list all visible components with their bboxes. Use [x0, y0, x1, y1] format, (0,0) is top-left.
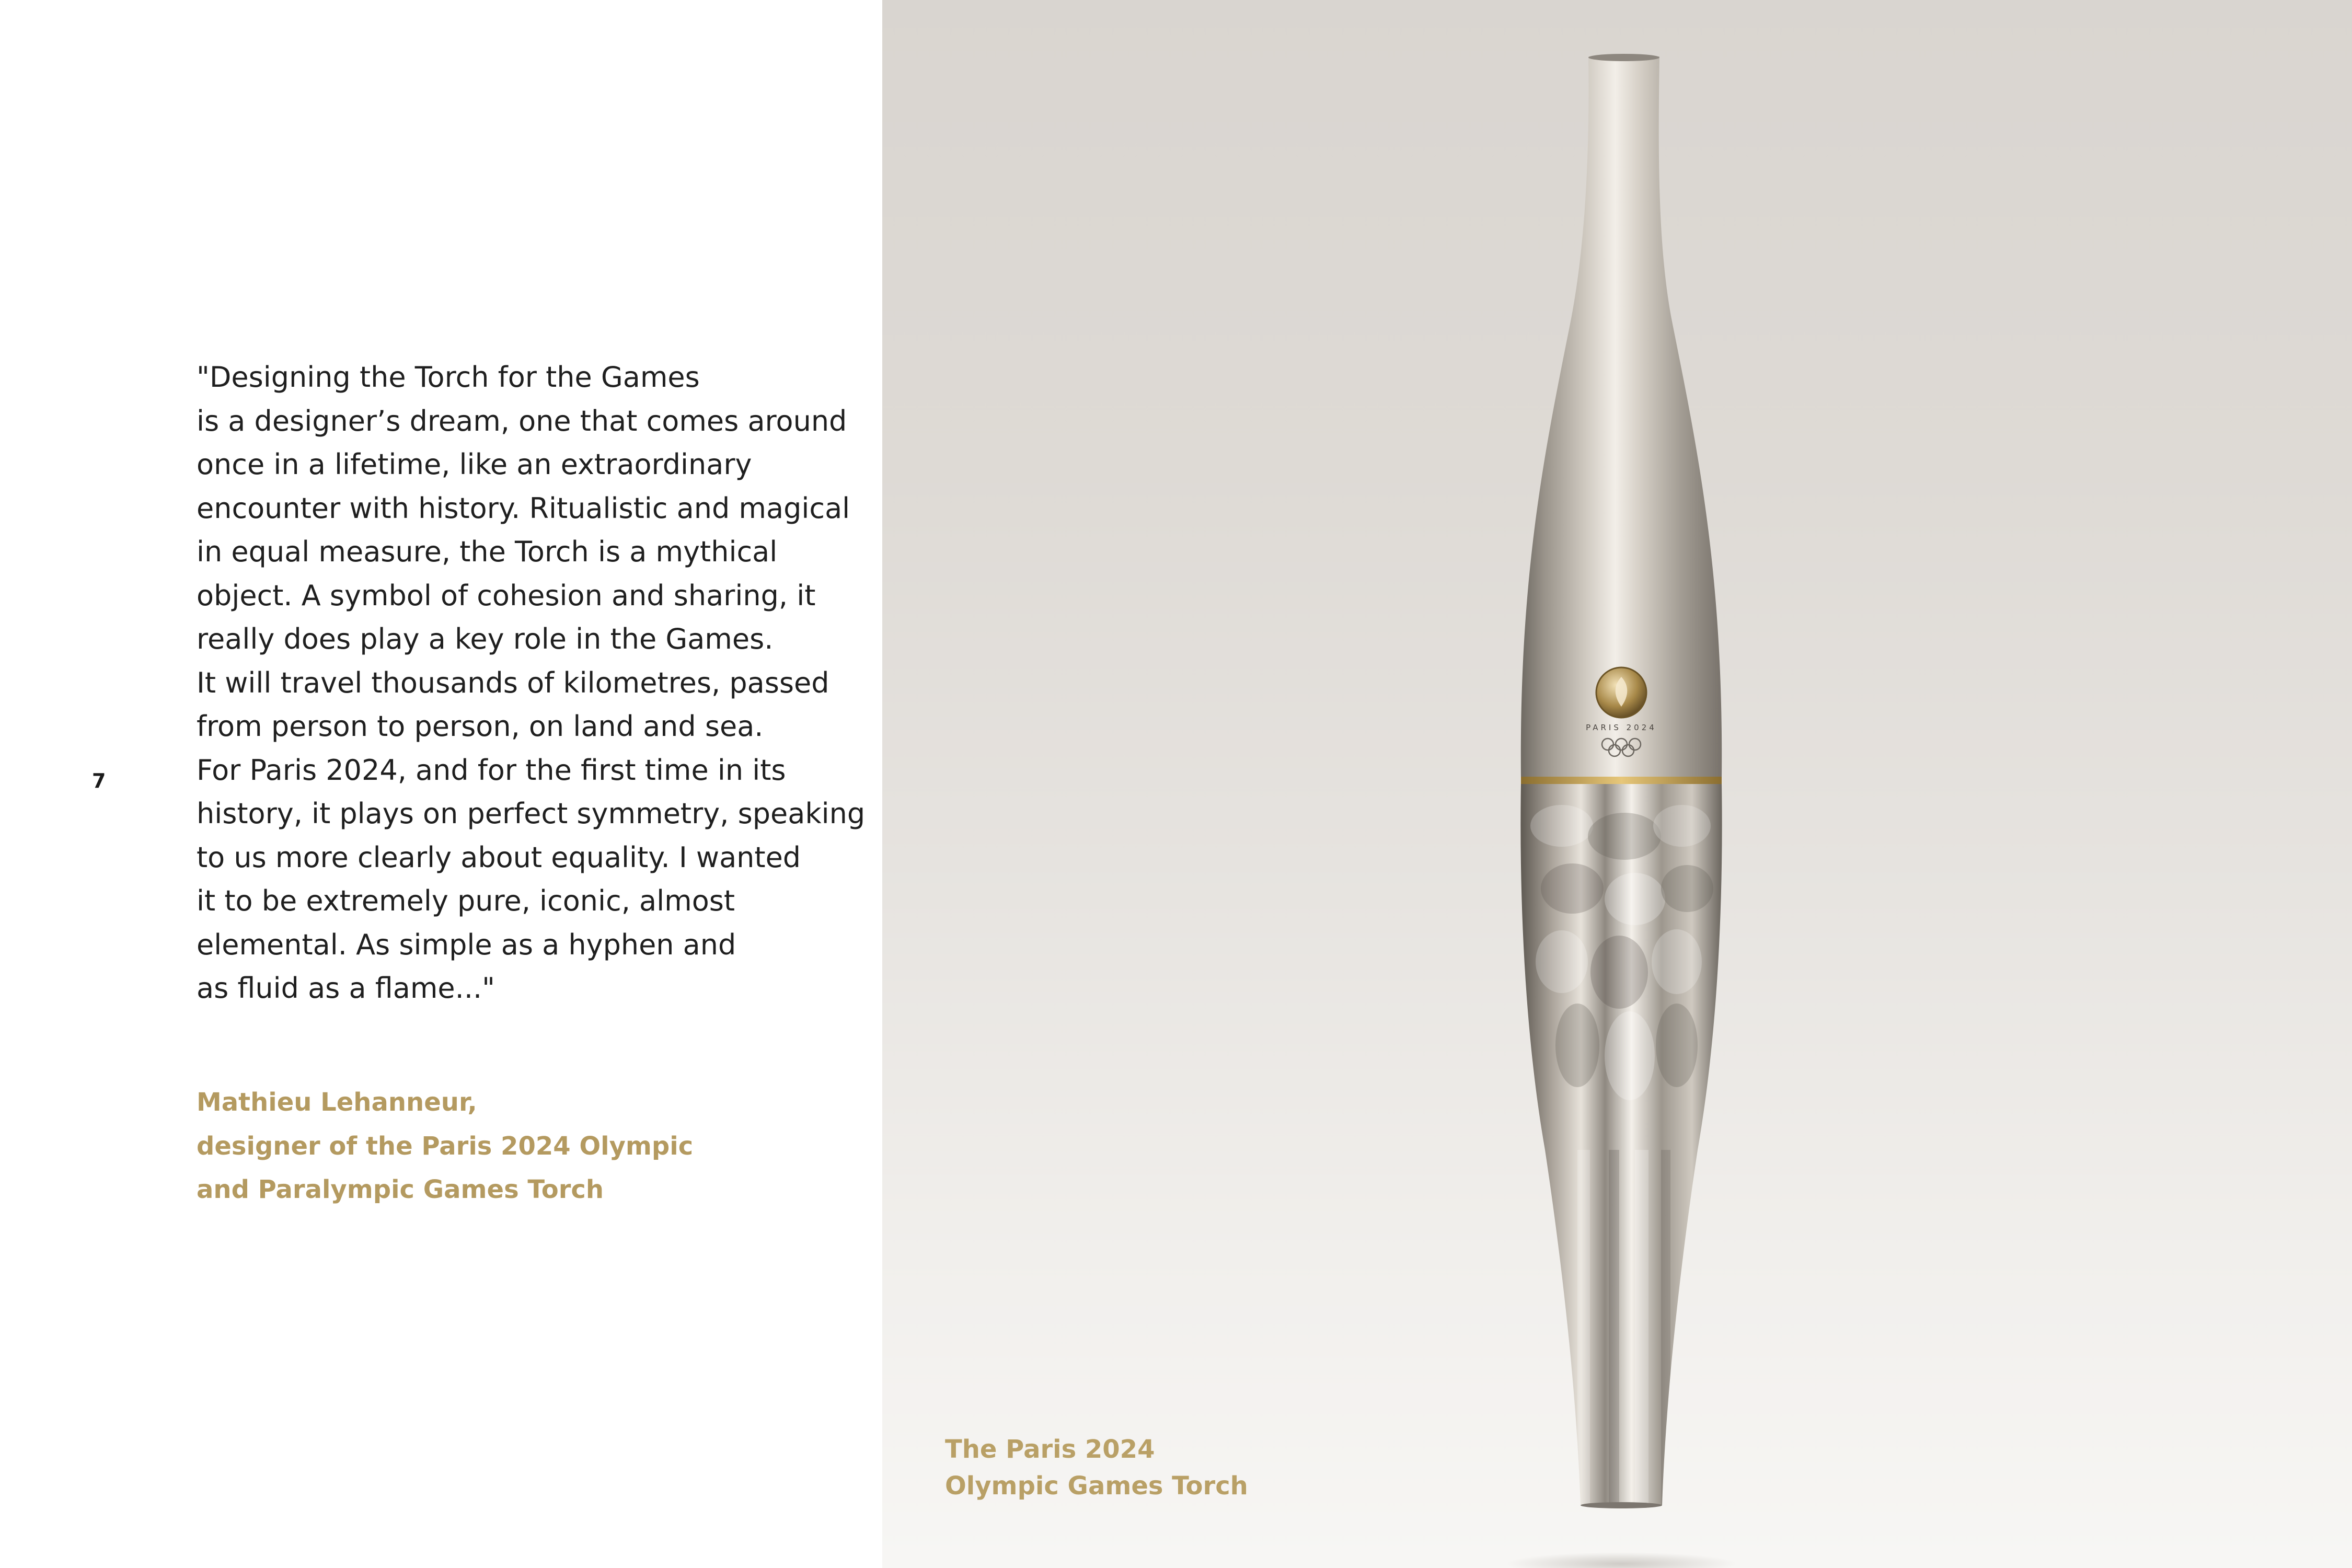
- quote-line: For Paris 2024, and for the first time in its: [197, 753, 786, 787]
- quote-line: history, it plays on perfect symmetry, speaking: [197, 797, 866, 830]
- quote-line: once in a lifetime, like an extraordinary: [197, 448, 752, 481]
- quote-line: encounter with history. Ritualistic and magical: [197, 491, 850, 525]
- emblem-text: PARIS 2024: [1586, 723, 1657, 732]
- caption-line: The Paris 2024: [945, 1435, 1155, 1464]
- photo-caption: [945, 1431, 1248, 1504]
- quote-line: in equal measure, the Torch is a mythical: [197, 535, 778, 568]
- torch-image: [882, 0, 2352, 1568]
- quote-line: really does play a key role in the Games.: [197, 622, 774, 655]
- quote-line: "Designing the Torch for the Games: [197, 361, 700, 394]
- quote-line: it to be extremely pure, iconic, almost: [197, 884, 735, 917]
- attribution-line: designer of the Paris 2024 Olympic: [197, 1131, 694, 1161]
- caption-line: Olympic Games Torch: [945, 1471, 1248, 1501]
- designer-quote: [197, 355, 866, 1010]
- quote-line: to us more clearly about equality. I wanted: [197, 840, 801, 874]
- quote-line: from person to person, on land and sea.: [197, 710, 764, 743]
- torch-photo-panel: [882, 0, 2352, 1568]
- quote-line: is a designer’s dream, one that comes around: [197, 404, 847, 437]
- quote-line: elemental. As simple as a hyphen and: [197, 928, 736, 961]
- attribution-line: and Paralympic Games Torch: [197, 1175, 604, 1204]
- attribution-line: Mathieu Lehanneur,: [197, 1088, 477, 1117]
- left-page: [0, 0, 882, 1568]
- quote-line: object. A symbol of cohesion and sharing, it: [197, 579, 816, 612]
- quote-line: as fluid as a flame...": [197, 972, 495, 1005]
- quote-attribution: [197, 1081, 693, 1212]
- quote-line: It will travel thousands of kilometres, passed: [197, 666, 829, 699]
- page-number: 7: [92, 769, 106, 792]
